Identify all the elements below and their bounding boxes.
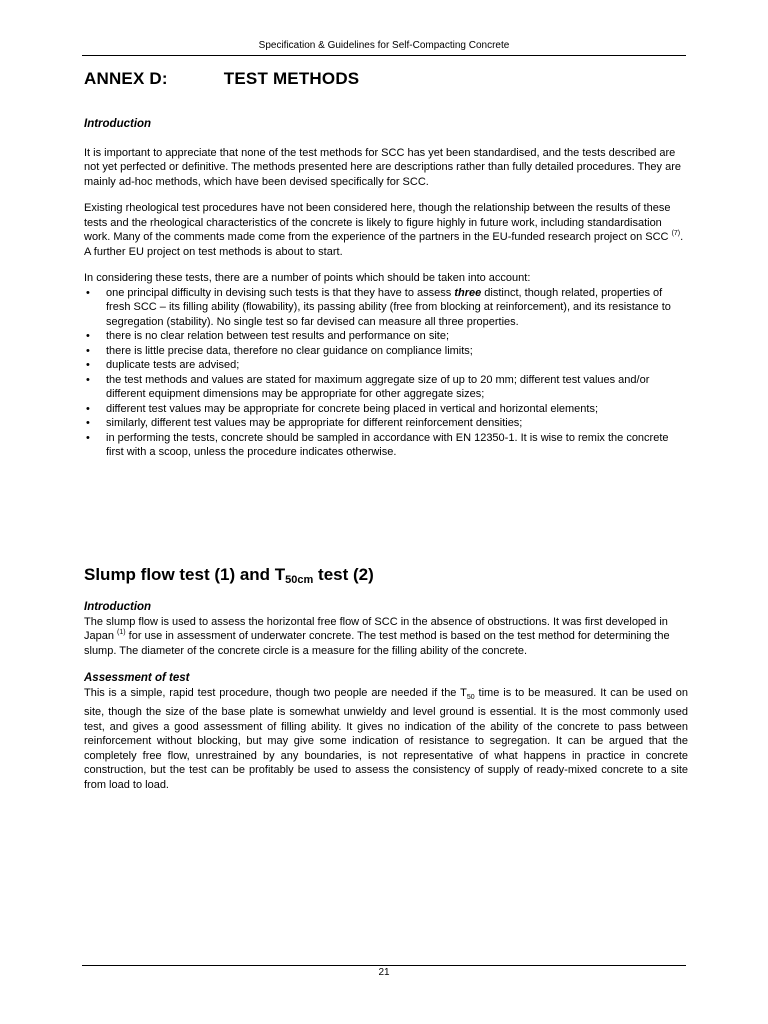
assessment-paragraph <box>84 686 688 793</box>
slump-intro-heading: Introduction <box>84 601 152 613</box>
list-item <box>84 329 688 344</box>
list-item-text: duplicate tests are advised; <box>106 359 240 371</box>
intro-paragraph-1: It is important to appreciate that none of the test methods for SCC has yet been standardised, and the tests described are not yet perfected or definitive. The methods presented here are descriptions rather than fully detailed procedures. They are mainly ad-hoc methods, which have been devised specifically for SCC. <box>84 146 681 188</box>
intro-p2-tail: . A further EU project on test methods is about to start. <box>84 231 684 258</box>
list-item <box>84 416 688 431</box>
slump-title-subscript: 50cm <box>285 574 314 586</box>
list-item <box>84 373 688 402</box>
list-item-text: similarly, different test values may be appropriate for different reinforcement densities; <box>106 417 523 429</box>
list-item-text: in performing the tests, concrete should be sampled in accordance with EN 12350-1. It is wise to remix the concrete first with a scoop, unless the procedure indicates otherwise. <box>106 431 669 458</box>
bullet-icon: • <box>86 330 90 342</box>
page-number: 21 <box>378 967 390 978</box>
list-item-text: the test methods and values are stated for maximum aggregate size of up to 20 mm; different test values and/or different equipment dimensions may be appropriate for other aggregate sizes; <box>106 373 650 400</box>
annex-heading: TEST METHODS <box>223 69 360 88</box>
list-item <box>84 431 688 460</box>
emphasis-three: three <box>454 286 482 299</box>
list-item <box>84 286 688 330</box>
slump-section-title <box>84 565 374 586</box>
slump-intro-paragraph <box>84 615 688 659</box>
t50-subscript: 50 <box>466 693 475 701</box>
reference-7: (7) <box>671 230 681 237</box>
intro-section <box>84 117 688 460</box>
slump-title-tail: test (2) <box>313 565 374 584</box>
assessment-text: This is a simple, rapid test procedure, though two people are needed if the T <box>84 686 467 699</box>
footer-rule <box>82 965 686 966</box>
intro-p2-text: Existing rheological test procedures have not been considered here, though the relationship between the results of these tests and the rheological characteristics of the concrete is likely to figure highly in future work, including standardisation work. Many of the comments made come from the experience of the partners in the EU-funded research project on SCC <box>84 202 671 243</box>
list-item-text: there is little precise data, therefore no clear guidance on compliance limits; <box>106 344 473 357</box>
list-item-text: different test values may be appropriate for concrete being placed in vertical and horizontal elements; <box>106 402 599 415</box>
list-item <box>84 358 688 373</box>
header-rule <box>82 55 686 56</box>
annex-title <box>84 69 684 89</box>
considerations-list <box>84 286 688 460</box>
slump-title-text: Slump flow test (1) and T <box>84 565 286 584</box>
intro-heading: Introduction <box>84 118 152 130</box>
intro-paragraph-2 <box>84 201 688 259</box>
slump-intro-text: The slump flow is used to assess the horizontal free flow of SCC in the absence of obstructions. It was first developed in Japan <box>84 615 668 642</box>
slump-intro-tail: for use in assessment of underwater concrete. The test method is based on the test method for determining the slump. The diameter of the concrete circle is a measure for the filling ability of the concrete. <box>84 630 670 657</box>
bullet-icon: • <box>86 344 90 357</box>
list-item-text: one principal difficulty in devising such tests is that they have to assess <box>106 286 455 299</box>
intro-paragraph-3: In considering these tests, there are a number of points which should be taken into account: <box>84 272 531 284</box>
running-header: Specification & Guidelines for Self-Compacting Concrete <box>258 40 510 51</box>
bullet-icon: • <box>86 286 90 299</box>
bullet-icon: • <box>86 373 90 386</box>
assessment-heading: Assessment of test <box>84 672 190 684</box>
list-item-text: there is no clear relation between test results and performance on site; <box>106 330 450 342</box>
list-item <box>84 402 688 417</box>
annex-label: ANNEX D: <box>84 69 168 88</box>
list-item-text: distinct, though related, properties of fresh SCC – its filling ability (flowability), its passing ability (free from blocking at reinforcement), and its resistance to segregation (stability). No single test so far devised can measure all three properties. <box>106 286 671 328</box>
list-item <box>84 344 688 359</box>
reference-1: (1) <box>117 629 126 636</box>
slump-section <box>84 600 688 792</box>
bullet-icon: • <box>86 417 90 429</box>
bullet-icon: • <box>86 402 90 415</box>
bullet-icon: • <box>86 359 90 371</box>
assessment-tail: time is to be measured. It can be used on site, though the size of the base plate is somewhat unwieldy and level ground is essential. It is the most commonly used test, and gives a good assessment of filling ability. It gives no indication of the ability of the concrete to pass between reinforcement without blocking, but may give some indication of resistance to segregation. It can be argued that the completely free flow, unrestrained by any boundaries, is not representative of what happens in practice in concrete construction, but the test can be profitably be used to assess the consistency of supply of ready-mixed concrete to a site from load to load. <box>84 686 688 791</box>
bullet-icon: • <box>86 431 90 444</box>
